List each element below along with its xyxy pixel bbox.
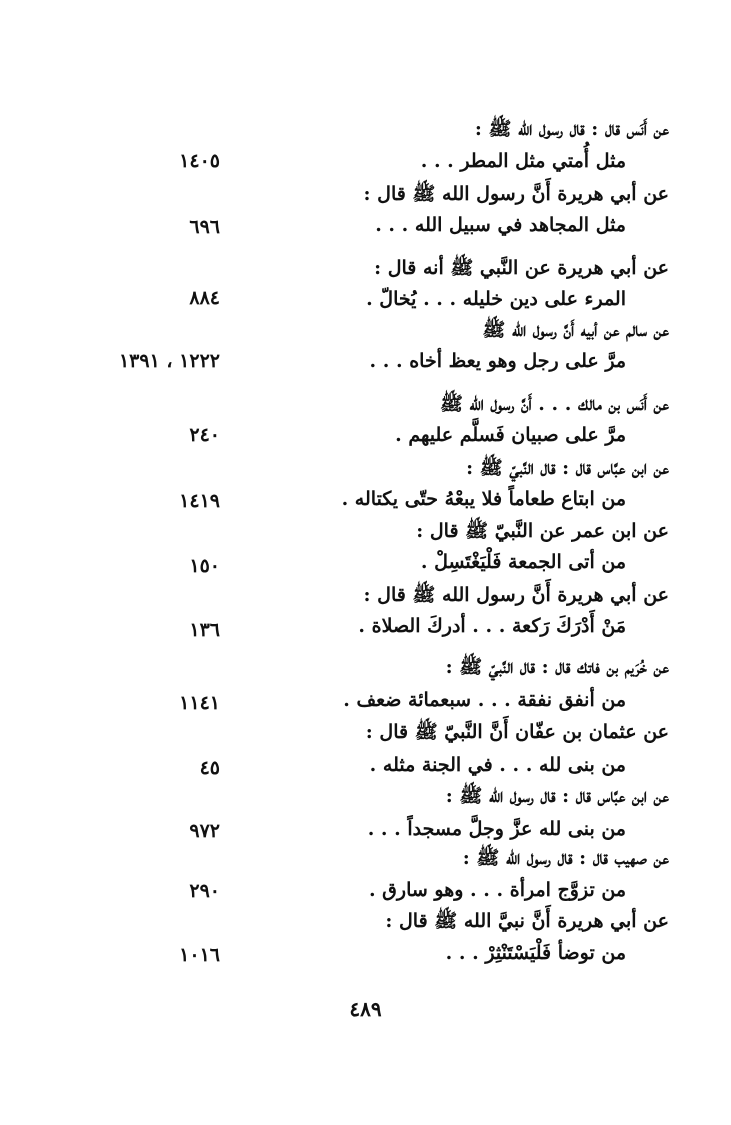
matn-line: مرَّ على رجل وهو يعظ أخاه . . . [369,350,626,372]
hadith-number: ١٠١٦ [179,944,220,966]
hadith-number: ١٤١٩ [179,490,220,512]
isnad-line: عن صهيب قال : قال رسول الله ﷺ : [462,847,669,869]
page-number: ٤٨٩ [349,997,382,1021]
matn-line: من توضأ فَلْيَسْتَنْثِرْ . . . [445,942,626,964]
matn-line: من بنى لله عزَّ وجلَّ مسجداً . . . [367,818,626,840]
matn-line: من بنى لله . . . في الجنة مثله . [369,754,626,776]
hadith-number: ٨٨٤ [189,287,220,309]
isnad-line: عن عثمان بن عفّان أَنَّ النَّبيّ ﷺ قال : [365,721,669,743]
matn-line: من تزوَّج امرأة . . . وهو سارق . [368,879,626,901]
isnad-line: عن أَنَس قال : قال رسول الله ﷺ : [474,118,669,140]
isnad-line: عن ابن عمر عن النَّبيّ ﷺ قال : [416,520,669,542]
hadith-number: ٢٤٠ [189,424,220,446]
isnad-line: عن أبي هريرة أَنَّ رسول الله ﷺ قال : [363,183,669,205]
matn-line: المرء على دين خليله . . . يُخالّ . [366,288,626,310]
hadith-number: ١٢٢٢ ، ١٣٩١ [118,350,220,372]
isnad-line: عن ابن عبَّاس قال : قال رسول الله ﷺ : [445,785,669,807]
matn-line: مَنْ أَدْرَكَ رَكعة . . . أدركَ الصلاة . [358,615,626,637]
hadith-number: ١٥٠ [189,555,220,577]
hadith-number: ٦٩٦ [189,216,220,238]
hadith-number: ١٤٠٥ [179,150,220,172]
isnad-line: عن سالم عن أبيه أَنَّ رسول الله ﷺ [482,319,669,341]
hadith-number: ١٣٦ [189,619,220,641]
matn-line: من أتى الجمعة فَلْيَغْتَسِلْ . [420,551,626,573]
hadith-number: ١١٤١ [179,692,220,714]
isnad-line: عن أبي هريرة عن النَّبي ﷺ أنه قال : [374,257,669,279]
matn-line: من أنفق نفقة . . . سبعمائة ضعف . [343,689,626,711]
isnad-line: عن ابن عبَّاس قال : قال النَّبيّ ﷺ : [466,457,669,479]
matn-line: من ابتاع طعاماً فلا يبعْهُ حتّى يكتاله . [341,488,626,510]
isnad-line: عن أبي هريرة أَنَّ نبيَّ الله ﷺ قال : [385,910,669,932]
hadith-number: ٤٥ [199,757,220,779]
isnad-line: عن خُرَيم بن فاتك قال : قال النَّبيّ ﷺ : [445,656,669,678]
matn-line: مثل المجاهد في سبيل الله . . . [375,214,626,236]
matn-line: مثل أُمتي مثل المطر . . . [420,150,626,172]
matn-line: مرَّ على صبيان فَسلَّم عليهم . [395,424,626,446]
isnad-line: عن أبي هريرة أَنَّ رسول الله ﷺ قال : [363,584,669,606]
hadith-number: ٢٩٠ [189,880,220,902]
hadith-number: ٩٧٢ [189,820,220,842]
isnad-line: عن أَنَس بن مالك . . . أَنَّ رسول الله ﷺ [439,393,669,415]
